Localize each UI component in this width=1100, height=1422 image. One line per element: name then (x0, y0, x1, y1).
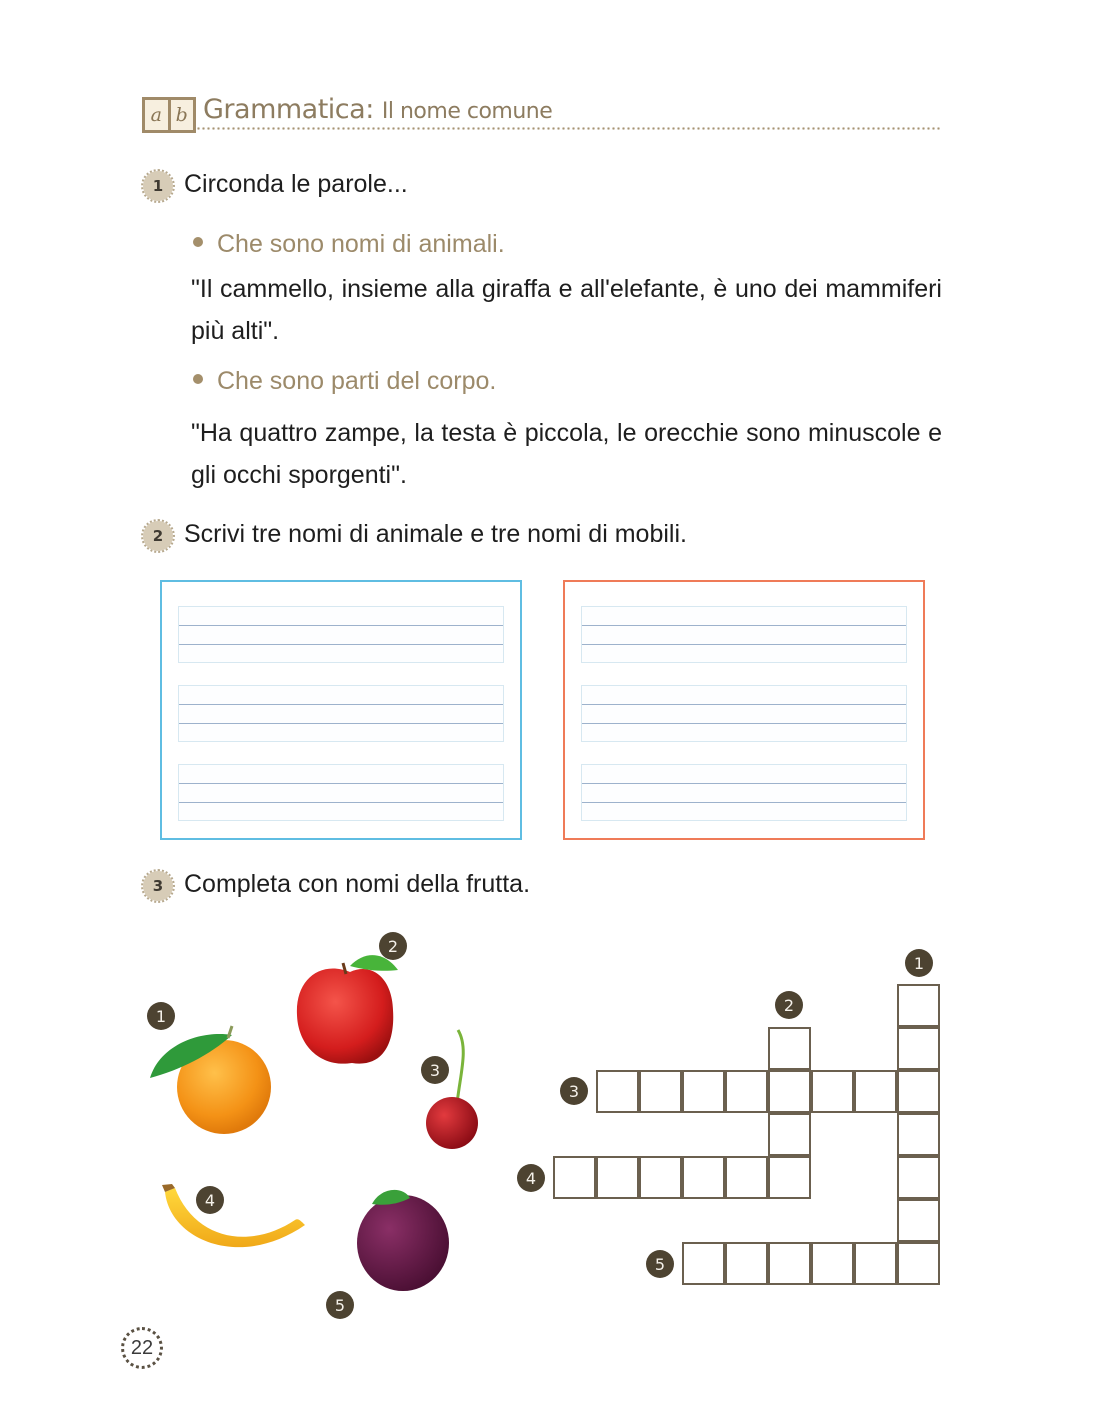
writing-line-3[interactable] (178, 764, 504, 821)
exercise-2-badge (143, 521, 173, 551)
crossword-cell[interactable] (897, 1113, 940, 1156)
exercise-1-badge (143, 171, 173, 201)
crossword-cell[interactable] (682, 1242, 725, 1285)
exercise-number: 2 (152, 527, 164, 545)
crossword-cell[interactable] (639, 1070, 682, 1113)
crossword-cell[interactable] (682, 1070, 725, 1113)
grammar-icon (142, 97, 196, 133)
writing-line-2[interactable] (581, 685, 907, 742)
crossword-cell[interactable] (854, 1070, 897, 1113)
furniture-names-box[interactable] (563, 580, 925, 840)
bullet-text: Che sono nomi di animali. (217, 230, 505, 258)
page-title (203, 94, 552, 125)
title-sub: Il nome comune (381, 99, 553, 124)
bullet-dot (193, 237, 203, 247)
writing-line-2[interactable] (178, 685, 504, 742)
exercise-1-bullet-2 (193, 367, 496, 396)
exercise-1-instruction: Circonda le parole... (184, 170, 408, 198)
animal-names-box[interactable] (160, 580, 522, 840)
title-main: Grammatica: (203, 94, 374, 125)
apple-image (297, 955, 398, 1064)
crossword-cell[interactable] (596, 1156, 639, 1199)
crossword-cell[interactable] (897, 1156, 940, 1199)
crossword-cell[interactable] (596, 1070, 639, 1113)
exercise-1-quote-1[interactable]: "Il cammello, insieme alla giraffa e all'elefante, è uno dei mammiferi più alti". (191, 275, 942, 345)
plum-image (357, 1190, 449, 1291)
crossword-cell[interactable] (897, 984, 940, 1027)
crossword-cell[interactable] (768, 1027, 811, 1070)
clue-4-number: 4 (517, 1164, 545, 1192)
bullet-dot (193, 374, 203, 384)
crossword-cell[interactable] (811, 1242, 854, 1285)
clue-5-number: 5 (646, 1250, 674, 1278)
crossword-cell[interactable] (768, 1156, 811, 1199)
cherry-image (426, 1030, 478, 1149)
crossword-cell[interactable] (768, 1242, 811, 1285)
bullet-text: Che sono parti del corpo. (217, 367, 497, 395)
writing-line-1[interactable] (581, 606, 907, 663)
crossword-cell[interactable] (897, 1242, 940, 1285)
clue-1-number: 1 (905, 949, 933, 977)
crossword-cell[interactable] (768, 1070, 811, 1113)
orange-image (150, 1026, 271, 1134)
letter-b: b (168, 100, 194, 130)
exercise-number: 1 (152, 177, 164, 195)
crossword-cell[interactable] (854, 1242, 897, 1285)
exercise-1-bullet-1 (193, 230, 505, 259)
exercise-3-badge (143, 871, 173, 901)
crossword-cell[interactable] (725, 1070, 768, 1113)
crossword-cell[interactable] (682, 1156, 725, 1199)
clue-3-number: 3 (560, 1077, 588, 1105)
writing-line-3[interactable] (581, 764, 907, 821)
writing-line-1[interactable] (178, 606, 504, 663)
exercise-3-instruction: Completa con nomi della frutta. (184, 870, 531, 898)
clue-2-number: 2 (775, 991, 803, 1019)
exercise-number: 3 (152, 877, 164, 895)
crossword-cell[interactable] (725, 1242, 768, 1285)
crossword-cell[interactable] (897, 1199, 940, 1242)
fruit-illustrations (140, 930, 500, 1310)
crossword-cell[interactable] (811, 1070, 854, 1113)
fruit-4-number: 4 (196, 1186, 224, 1214)
page-number: 22 (121, 1327, 163, 1369)
fruit-2-number: 2 (379, 932, 407, 960)
banana-image (162, 1184, 305, 1247)
fruit-1-number: 1 (147, 1002, 175, 1030)
letter-a: a (150, 104, 162, 126)
exercise-2-instruction: Scrivi tre nomi di animale e tre nomi di mobili. (184, 520, 687, 548)
crossword-cell[interactable] (639, 1156, 682, 1199)
crossword-cell[interactable] (725, 1156, 768, 1199)
crossword-cell[interactable] (897, 1027, 940, 1070)
crossword-cell[interactable] (553, 1156, 596, 1199)
crossword-cell[interactable] (768, 1113, 811, 1156)
fruit-3-number: 3 (421, 1056, 449, 1084)
exercise-1-quote-2[interactable]: "Ha quattro zampe, la testa è piccola, le orecchie sono minuscole e gli occhi sporgenti". (191, 419, 942, 489)
fruit-5-number: 5 (326, 1291, 354, 1319)
header-dotted-rule (196, 127, 942, 130)
crossword-cell[interactable] (897, 1070, 940, 1113)
